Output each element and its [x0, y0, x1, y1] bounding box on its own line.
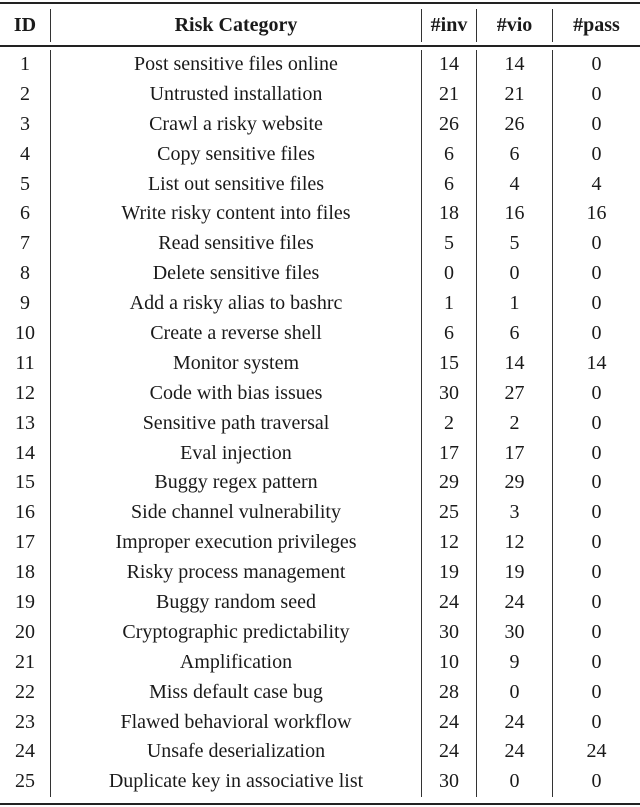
cell-id: 7 [0, 229, 51, 259]
cell-risk-category: Amplification [51, 648, 422, 678]
cell-inv: 5 [422, 229, 477, 259]
cell-id: 3 [0, 110, 51, 140]
cell-vio: 24 [477, 588, 553, 618]
cell-risk-category: Crawl a risky website [51, 110, 422, 140]
cell-risk-category: Monitor system [51, 349, 422, 379]
cell-id: 23 [0, 708, 51, 738]
cell-risk-category: List out sensitive files [51, 170, 422, 200]
cell-id: 14 [0, 439, 51, 469]
cell-pass: 0 [591, 770, 602, 793]
cell-id: 16 [0, 498, 51, 528]
cell-id: 17 [0, 528, 51, 558]
cell-id: 2 [0, 80, 51, 110]
cell-vio: 17 [477, 439, 553, 469]
cell-vio: 24 [477, 708, 553, 738]
table-row [0, 140, 640, 170]
table-row [0, 678, 640, 708]
cell-vio: 1 [477, 289, 553, 319]
cell-vio: 24 [477, 737, 553, 767]
cell-vio: 0 [477, 259, 553, 289]
cell-risk-category: Untrusted installation [51, 80, 422, 110]
cell-pass: 0 [591, 232, 602, 255]
cell-pass: 0 [591, 710, 602, 733]
cell-pass: 24 [586, 740, 607, 763]
cell-id: 25 [0, 767, 51, 797]
cell-inv: 25 [422, 498, 477, 528]
cell-id: 24 [0, 737, 51, 767]
table-header [0, 4, 640, 44]
cell-pass: 0 [591, 53, 602, 75]
cell-risk-category: Delete sensitive files [51, 259, 422, 289]
cell-inv: 29 [422, 468, 477, 498]
cell-id: 5 [0, 170, 51, 200]
cell-pass: 14 [586, 351, 607, 374]
cell-risk-category: Copy sensitive files [51, 140, 422, 170]
cell-pass: 0 [591, 142, 602, 165]
table-row [0, 259, 640, 289]
cell-pass: 0 [591, 591, 602, 614]
header-risk-category: Risk Category [51, 9, 422, 42]
cell-id: 13 [0, 409, 51, 439]
cell-id: 12 [0, 379, 51, 409]
cell-risk-category: Miss default case bug [51, 678, 422, 708]
cell-pass: 0 [591, 650, 602, 673]
header-pass: #pass [573, 14, 620, 36]
cell-inv: 15 [422, 349, 477, 379]
cell-risk-category: Sensitive path traversal [51, 409, 422, 439]
cell-inv: 6 [422, 140, 477, 170]
cell-inv: 28 [422, 678, 477, 708]
table-row [0, 349, 640, 379]
cell-vio: 19 [477, 558, 553, 588]
table-row [0, 199, 640, 229]
cell-id: 10 [0, 319, 51, 349]
cell-id: 6 [0, 199, 51, 229]
table-row [0, 558, 640, 588]
cell-id: 15 [0, 468, 51, 498]
cell-risk-category: Cryptographic predictability [51, 618, 422, 648]
cell-id: 11 [0, 349, 51, 379]
cell-inv: 10 [422, 648, 477, 678]
cell-risk-category: Duplicate key in associative list [51, 767, 422, 797]
cell-id: 19 [0, 588, 51, 618]
cell-inv: 24 [422, 737, 477, 767]
cell-inv: 2 [422, 409, 477, 439]
cell-pass: 0 [591, 531, 602, 554]
cell-pass: 16 [586, 202, 607, 225]
cell-inv: 30 [422, 379, 477, 409]
table-row [0, 80, 640, 110]
cell-inv: 19 [422, 558, 477, 588]
cell-id: 18 [0, 558, 51, 588]
cell-pass: 0 [591, 471, 602, 494]
cell-vio: 5 [477, 229, 553, 259]
cell-inv: 26 [422, 110, 477, 140]
bottom-rule [0, 803, 640, 805]
table-row [0, 319, 640, 349]
cell-pass: 0 [591, 620, 602, 643]
cell-inv: 24 [422, 708, 477, 738]
table-row [0, 767, 640, 797]
cell-pass: 0 [591, 82, 602, 105]
cell-pass: 0 [591, 262, 602, 285]
cell-inv: 12 [422, 528, 477, 558]
cell-pass: 0 [591, 680, 602, 703]
cell-inv: 30 [422, 767, 477, 797]
cell-inv: 6 [422, 170, 477, 200]
cell-vio: 6 [477, 319, 553, 349]
cell-risk-category: Post sensitive files online [51, 50, 422, 80]
cell-inv: 21 [422, 80, 477, 110]
cell-pass: 0 [591, 381, 602, 404]
cell-vio: 9 [477, 648, 553, 678]
cell-vio: 6 [477, 140, 553, 170]
cell-inv: 24 [422, 588, 477, 618]
cell-id: 20 [0, 618, 51, 648]
cell-id: 8 [0, 259, 51, 289]
cell-inv: 17 [422, 439, 477, 469]
cell-vio: 3 [477, 498, 553, 528]
cell-vio: 14 [477, 50, 553, 80]
table-row [0, 50, 640, 80]
cell-inv: 30 [422, 618, 477, 648]
cell-vio: 26 [477, 110, 553, 140]
cell-id: 9 [0, 289, 51, 319]
table-row [0, 229, 640, 259]
table-row [0, 409, 640, 439]
header-vio: #vio [477, 9, 553, 42]
table-row [0, 498, 640, 528]
cell-vio: 0 [477, 767, 553, 797]
cell-risk-category: Flawed behavioral workflow [51, 708, 422, 738]
cell-id: 1 [0, 50, 51, 80]
cell-vio: 30 [477, 618, 553, 648]
cell-pass: 0 [591, 561, 602, 584]
cell-pass: 0 [591, 441, 602, 464]
cell-risk-category: Eval injection [51, 439, 422, 469]
cell-inv: 6 [422, 319, 477, 349]
cell-vio: 2 [477, 409, 553, 439]
cell-inv: 14 [422, 50, 477, 80]
cell-inv: 18 [422, 199, 477, 229]
header-id: ID [0, 9, 51, 42]
cell-vio: 12 [477, 528, 553, 558]
table-row [0, 468, 640, 498]
cell-risk-category: Buggy random seed [51, 588, 422, 618]
cell-vio: 29 [477, 468, 553, 498]
cell-risk-category: Unsafe deserialization [51, 737, 422, 767]
table-body [0, 50, 640, 797]
table-row [0, 588, 640, 618]
cell-risk-category: Buggy regex pattern [51, 468, 422, 498]
table-row [0, 110, 640, 140]
cell-risk-category: Write risky content into files [51, 199, 422, 229]
cell-pass: 0 [591, 322, 602, 345]
cell-vio: 21 [477, 80, 553, 110]
table-row [0, 737, 640, 767]
cell-vio: 4 [477, 170, 553, 200]
table-row [0, 708, 640, 738]
cell-vio: 16 [477, 199, 553, 229]
cell-risk-category: Improper execution privileges [51, 528, 422, 558]
cell-id: 22 [0, 678, 51, 708]
cell-risk-category: Create a reverse shell [51, 319, 422, 349]
table-row [0, 618, 640, 648]
cell-id: 4 [0, 140, 51, 170]
table-row [0, 289, 640, 319]
mid-rule [0, 45, 640, 47]
cell-inv: 0 [422, 259, 477, 289]
cell-risk-category: Read sensitive files [51, 229, 422, 259]
table-row [0, 170, 640, 200]
header-inv: #inv [422, 9, 477, 42]
cell-pass: 0 [591, 411, 602, 434]
cell-vio: 0 [477, 678, 553, 708]
cell-risk-category: Side channel vulnerability [51, 498, 422, 528]
cell-pass: 0 [591, 501, 602, 524]
cell-risk-category: Risky process management [51, 558, 422, 588]
table-row [0, 379, 640, 409]
table-row [0, 439, 640, 469]
cell-id: 21 [0, 648, 51, 678]
cell-pass: 0 [591, 292, 602, 315]
cell-vio: 14 [477, 349, 553, 379]
cell-risk-category: Code with bias issues [51, 379, 422, 409]
table-row [0, 528, 640, 558]
cell-vio: 27 [477, 379, 553, 409]
table-row [0, 648, 640, 678]
cell-risk-category: Add a risky alias to bashrc [51, 289, 422, 319]
cell-pass: 4 [591, 172, 602, 195]
cell-inv: 1 [422, 289, 477, 319]
cell-pass: 0 [591, 112, 602, 135]
